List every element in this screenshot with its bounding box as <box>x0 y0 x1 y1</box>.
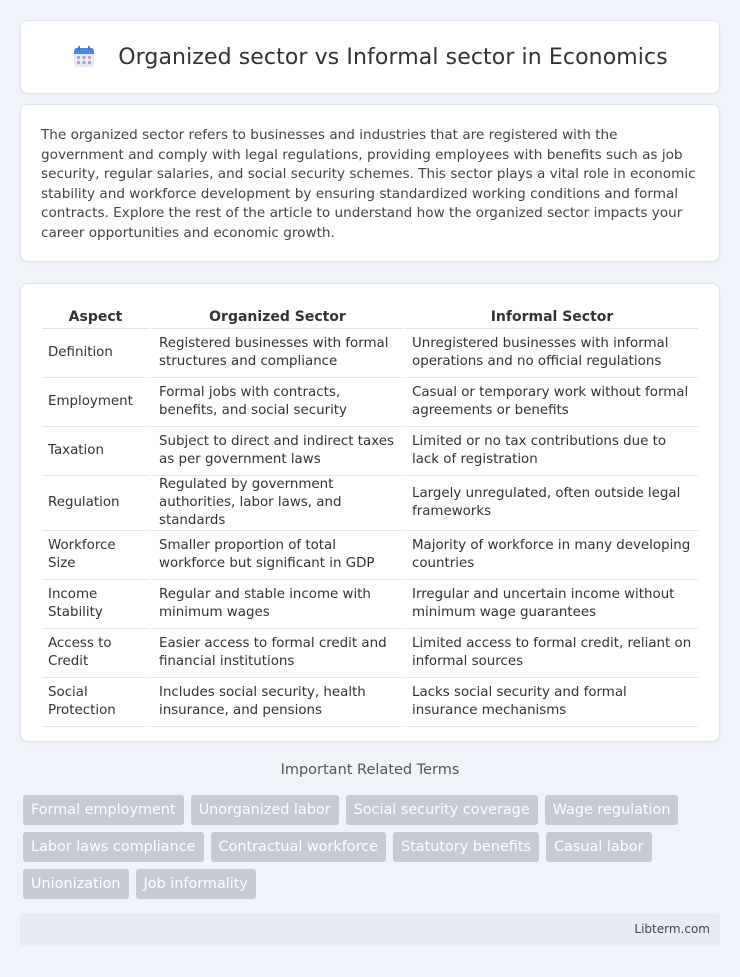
organized-cell: Regular and stable income with minimum wages <box>149 580 402 629</box>
organized-cell: Easier access to formal credit and financial institutions <box>149 629 402 678</box>
informal-cell: Largely unregulated, often outside legal frameworks <box>402 476 698 531</box>
header-informal-sector: Informal Sector <box>402 304 698 329</box>
aspect-cell: Access to Credit <box>42 629 149 678</box>
organized-cell: Smaller proportion of total workforce but significant in GDP <box>149 531 402 580</box>
informal-cell: Lacks social security and formal insurance mechanisms <box>402 678 698 727</box>
related-term-tag[interactable]: Statutory benefits <box>393 832 539 862</box>
aspect-cell: Income Stability <box>42 580 149 629</box>
related-term-tag[interactable]: Formal employment <box>23 795 184 825</box>
calendar-icon <box>72 45 96 69</box>
organized-cell: Formal jobs with contracts, benefits, and social security <box>149 378 402 427</box>
related-term-tag[interactable]: Unorganized labor <box>191 795 339 825</box>
related-term-tag[interactable]: Labor laws compliance <box>23 832 204 862</box>
informal-cell: Casual or temporary work without formal agreements or benefits <box>402 378 698 427</box>
comparison-table <box>42 304 698 727</box>
related-term-tag[interactable]: Contractual workforce <box>211 832 386 862</box>
header-organized-sector: Organized Sector <box>149 304 402 329</box>
aspect-cell: Definition <box>42 329 149 378</box>
aspect-cell: Regulation <box>42 476 149 531</box>
footer-site-link[interactable]: Libterm.com <box>634 922 710 936</box>
related-term-tag[interactable]: Job informality <box>136 869 256 899</box>
table-row <box>42 378 698 427</box>
organized-cell: Includes social security, health insurance, and pensions <box>149 678 402 727</box>
related-term-tag[interactable]: Social security coverage <box>346 795 538 825</box>
related-term-tag[interactable]: Wage regulation <box>545 795 679 825</box>
header-card <box>20 20 720 94</box>
table-row <box>42 427 698 476</box>
informal-cell: Limited or no tax contributions due to lack of registration <box>402 427 698 476</box>
organized-cell: Regulated by government authorities, labor laws, and standards <box>149 476 402 531</box>
related-terms-title: Important Related Terms <box>280 762 460 778</box>
header-aspect: Aspect <box>42 304 149 329</box>
organized-cell: Registered businesses with formal structures and compliance <box>149 329 402 378</box>
page-title: Organized sector vs Informal sector in Economics <box>118 44 668 70</box>
organized-cell: Subject to direct and indirect taxes as per government laws <box>149 427 402 476</box>
table-row <box>42 476 698 531</box>
related-terms-list <box>23 795 723 899</box>
intro-card <box>20 104 720 262</box>
table-row <box>42 629 698 678</box>
aspect-cell: Taxation <box>42 427 149 476</box>
informal-cell: Unregistered businesses with informal operations and no official regulations <box>402 329 698 378</box>
comparison-table-card <box>20 283 720 742</box>
related-term-tag[interactable]: Unionization <box>23 869 129 899</box>
table-row <box>42 329 698 378</box>
table-header-row <box>42 304 698 329</box>
table-row <box>42 580 698 629</box>
aspect-cell: Employment <box>42 378 149 427</box>
informal-cell: Majority of workforce in many developing countries <box>402 531 698 580</box>
footer <box>20 913 720 946</box>
informal-cell: Irregular and uncertain income without minimum wage guarantees <box>402 580 698 629</box>
informal-cell: Limited access to formal credit, reliant on informal sources <box>402 629 698 678</box>
intro-paragraph: The organized sector refers to businesses and industries that are registered with the government and comply with legal regulations, providing employees with benefits such as job security, regular salaries, and social security schemes. This sector plays a vital role in economic stability and workforce development by ensuring standardized working conditions and formal contracts. Explore the rest of the article to understand how the organized sector impacts your career opportunities and economic growth. <box>41 127 696 241</box>
aspect-cell: Workforce Size <box>42 531 149 580</box>
table-row <box>42 531 698 580</box>
related-term-tag[interactable]: Casual labor <box>546 832 652 862</box>
aspect-cell: Social Protection <box>42 678 149 727</box>
table-row <box>42 678 698 727</box>
